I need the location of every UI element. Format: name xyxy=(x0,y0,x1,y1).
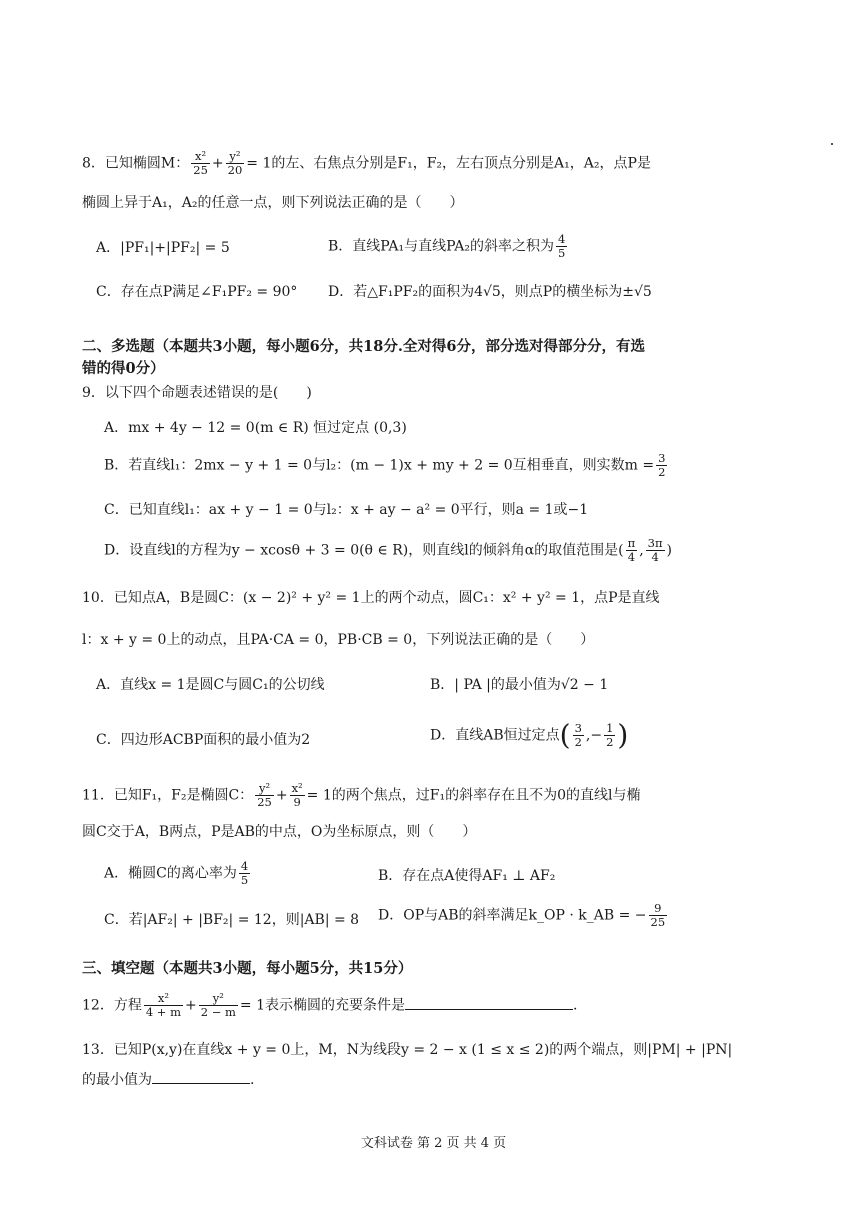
q11-frac-y xyxy=(255,782,274,809)
q9-stem: 9．以下四个命题表述错误的是( ) xyxy=(82,385,312,401)
q11-stem-text-a: 11．已知F₁，F₂是椭圆C： xyxy=(82,787,254,804)
q11-option-c: C．若|AF₂| + |BF₂| = 12，则|AB| = 8 xyxy=(104,912,360,928)
q11-frac-y-den: 25 xyxy=(257,795,272,809)
section2-heading-line2: 错的得0分） xyxy=(82,360,165,377)
q8-option-b-text: B．直线PA₁与直线PA₂的斜率之积为 xyxy=(328,238,555,255)
section3-heading: 三、填空题（本题共3小题，每小题5分，共15分） xyxy=(82,960,413,977)
q8-frac-x-num: x² xyxy=(191,150,210,164)
q9-option-d xyxy=(104,537,672,564)
q13-text-pre: 的最小值为 xyxy=(82,1072,152,1088)
q8-frac-y xyxy=(226,150,245,177)
q11-frac-x-den: 9 xyxy=(293,795,301,809)
q10-option-d-paren-right: ) xyxy=(617,718,629,752)
q12-text-pre: 12．方程 xyxy=(82,997,142,1014)
q13-answer-blank[interactable] xyxy=(152,1083,250,1084)
q8-option-c: C．存在点P满足∠F₁PF₂ = 90° xyxy=(96,284,298,300)
q12-plus: + xyxy=(185,997,197,1014)
q12-frac-x xyxy=(144,992,183,1019)
q10-option-a: A．直线x = 1是圆C与圆C₁的公切线 xyxy=(96,677,325,693)
q9-option-c: C．已知直线l₁：ax + y − 1 = 0与l₂：x + ay − a² = 0平行，则a = 1或−1 xyxy=(104,502,589,518)
q11-option-a-den: 5 xyxy=(240,873,249,887)
q11-option-a-text: A．椭圆C的离心率为 xyxy=(104,865,237,882)
q8-frac-y-den: 20 xyxy=(227,163,243,177)
q8-stem-line1 xyxy=(82,150,651,177)
section2-heading-line1: 二、多选题（本题共3小题，每小题6分，共18分.全对得6分，部分选对得部分分，有选 xyxy=(82,338,645,355)
q12-answer-blank[interactable] xyxy=(405,1009,573,1010)
q8-stem-line2: 椭圆上异于A₁，A₂的任意一点，则下列说法正确的是（ ） xyxy=(82,195,464,211)
q9-option-b-frac xyxy=(656,452,667,479)
q8-stem-text-a: 8．已知椭圆 xyxy=(82,155,161,172)
q10-option-d-paren-left: ( xyxy=(559,718,571,752)
q10-option-b: B．| PA |的最小值为√2 − 1 xyxy=(430,677,609,693)
q11-option-a-frac xyxy=(239,860,250,887)
q10-option-d-den1: 2 xyxy=(574,735,582,749)
q13-stem-line2 xyxy=(82,1070,254,1090)
q8-option-b xyxy=(328,233,569,260)
q11-option-d xyxy=(378,902,669,929)
q8-option-a: A．|PF₁|+|PF₂| = 5 xyxy=(96,240,230,256)
q8-option-d: D．若△F₁PF₂的面积为4√5，则点P的横坐标为±√5 xyxy=(328,284,652,300)
q11-option-a xyxy=(104,860,252,887)
q10-option-d-num1: 3 xyxy=(574,721,582,735)
q11-stem-line1 xyxy=(82,782,640,809)
q8-ellipse-label: M： xyxy=(160,155,190,172)
q11-stem-line2: 圆C交于A，B两点，P是AB的中点，O为坐标原点，则（ ） xyxy=(82,824,477,840)
q8-stem-text-b: = 1的左、右焦点分别是F₁，F₂，左右顶点分别是A₁，A₂，点P是 xyxy=(246,155,651,172)
q9-option-d-den1: 4 xyxy=(627,550,636,564)
q12-frac-x-num: x² xyxy=(144,992,183,1006)
page-footer: 文科试卷 第 2 页 共 4 页 xyxy=(360,1136,507,1151)
q11-stem-text-b: = 1的两个焦点，过F₁的斜率存在且不为0的直线l与椭 xyxy=(306,787,641,804)
q12-end: . xyxy=(573,997,578,1014)
q11-option-d-den: 25 xyxy=(650,915,666,929)
q10-option-c: C．四边形ACBP面积的最小值为2 xyxy=(96,732,311,748)
q9-option-d-num2: 3π xyxy=(647,536,663,550)
q9-option-d-close: ) xyxy=(666,542,673,559)
q8-frac-x xyxy=(191,150,210,177)
q10-option-d-text: D．直线AB恒过定点 xyxy=(430,727,560,744)
q13-stem-line1: 13．已知P(x,y)在直线x + y = 0上，M，N为线段y = 2 − x (1 ≤ x ≤ 2)的两个端点，则|PM| + |PN| xyxy=(82,1042,733,1058)
q12-stem xyxy=(82,992,577,1019)
q13-end: . xyxy=(250,1072,255,1088)
q10-option-d-frac2 xyxy=(604,722,615,749)
scan-speck xyxy=(831,143,833,145)
q10-option-d xyxy=(430,718,629,752)
q9-option-b-num: 3 xyxy=(658,451,666,465)
q11-option-d-frac xyxy=(649,902,668,929)
q11-option-d-num: 9 xyxy=(649,902,668,916)
q8-plus: + xyxy=(211,155,224,172)
q10-stem-line1: 10．已知点A，B是圆C：(x − 2)² + y² = 1上的两个动点，圆C₁：x² + y² = 1，点P是直线 xyxy=(82,590,660,606)
q9-option-d-sep: , xyxy=(639,542,644,559)
q10-option-d-frac1 xyxy=(573,722,584,749)
q11-plus: + xyxy=(275,787,288,804)
q8-frac-y-num: y² xyxy=(226,150,245,164)
q10-option-d-den2: 2 xyxy=(606,735,614,749)
q8-option-b-num: 4 xyxy=(558,232,566,246)
q8-option-b-frac xyxy=(556,233,567,260)
q9-option-d-text: D．设直线l的方程为y − xcosθ + 3 = 0(θ ∈ R)，则直线l的倾斜角α的取值范围是( xyxy=(104,542,624,559)
q8-frac-x-den: 25 xyxy=(193,163,208,177)
q9-option-a: A．mx + 4y − 12 = 0(m ∈ R) 恒过定点 (0,3) xyxy=(104,420,407,436)
q11-option-b: B．存在点A使得AF₁ ⊥ AF₂ xyxy=(378,868,556,884)
q10-option-d-sep: ,− xyxy=(585,727,603,744)
q9-option-d-frac2 xyxy=(646,537,665,564)
q11-frac-x xyxy=(290,782,305,809)
q10-option-d-num2: 1 xyxy=(606,721,614,735)
q12-frac-y xyxy=(199,992,238,1019)
q9-option-d-frac1 xyxy=(626,537,638,564)
q11-frac-y-num: y² xyxy=(255,782,274,796)
q8-option-b-den: 5 xyxy=(558,246,566,260)
q9-option-b xyxy=(104,452,669,479)
q12-frac-y-den: 2 − m xyxy=(200,1005,236,1019)
q9-option-b-den: 2 xyxy=(658,465,666,479)
q12-frac-y-num: y² xyxy=(199,992,238,1006)
q12-text-post: = 1表示椭圆的充要条件是 xyxy=(239,997,405,1014)
q12-frac-x-den: 4 + m xyxy=(145,1005,181,1019)
q11-frac-x-num: x² xyxy=(291,781,303,795)
q9-option-b-text: B．若直线l₁：2mx − y + 1 = 0与l₂：(m − 1)x + my + 2 = 0互相垂直，则实数m = xyxy=(104,457,655,474)
q11-option-d-text: D．OP与AB的斜率满足k_OP · k_AB = − xyxy=(378,907,647,924)
q9-option-d-num1: π xyxy=(627,536,636,550)
q9-option-d-den2: 4 xyxy=(651,550,659,564)
q10-stem-line2: l：x + y = 0上的动点，且PA·CA = 0，PB·CB = 0，下列说法正确的是（ ） xyxy=(82,632,595,648)
q11-option-a-num: 4 xyxy=(240,859,249,873)
